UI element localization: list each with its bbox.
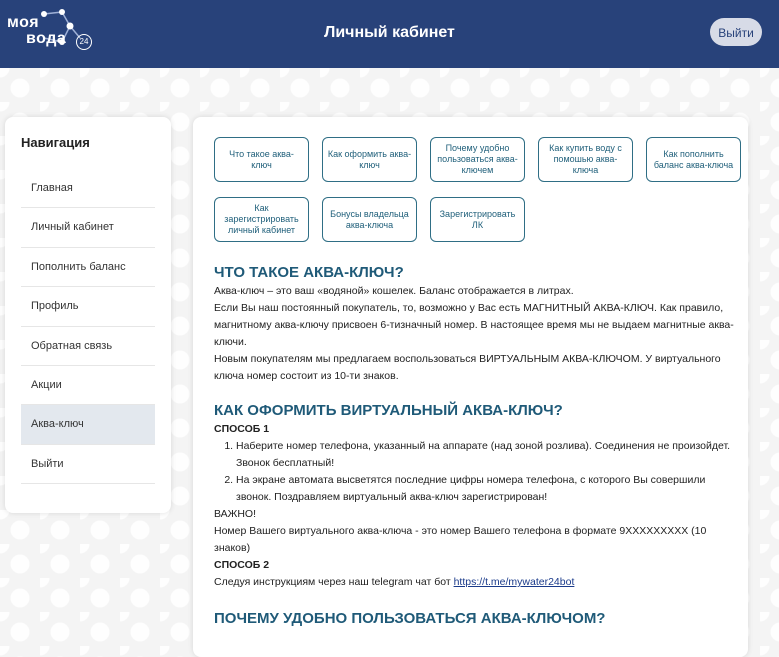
- method-2-label: СПОСОБ 2: [214, 559, 270, 571]
- step-1: 1. Наберите номер телефона, указанный на аппарате (над зоной розлива). Соединения не произойдет. Звонок бесплатный!: [236, 438, 739, 472]
- navigation-sidebar: [5, 117, 171, 513]
- logo-number-badge: 24: [76, 34, 92, 50]
- top-header: [0, 0, 779, 68]
- method-1-label: СПОСОБ 1: [214, 423, 270, 435]
- paragraph-virtual-key: Новым покупателям мы предлагаем воспользоваться ВИРТУАЛЬНЫМ АКВА-КЛЮЧОМ. У виртуального ключа номер состоит из 10-ти знаков.: [214, 353, 721, 382]
- telegram-text: Следуя инструкциям через наш telegram чат бот: [214, 576, 454, 588]
- sidebar-item-feedback[interactable]: Обратная связь: [21, 327, 155, 366]
- logo-text-line1: моя: [7, 14, 40, 31]
- sidebar-item-promotions[interactable]: Акции: [21, 366, 155, 405]
- link-how-to-top-up[interactable]: Как пополнить баланс аква-ключа: [646, 137, 741, 182]
- important-note: Номер Вашего виртуального аква-ключа - это номер Вашего телефона в формате 9XXXXXXXXX (10 знаков): [214, 525, 707, 554]
- main-content-card: [193, 117, 748, 657]
- heading-why-convenient: ПОЧЕМУ УДОБНО ПОЛЬЗОВАТЬСЯ АКВА-КЛЮЧОМ?: [214, 610, 606, 627]
- link-how-to-get-aqua-key[interactable]: Как оформить аква-ключ: [322, 137, 417, 182]
- article-text: [214, 263, 739, 629]
- heading-what-is-aqua-key: ЧТО ТАКОЕ АКВА-КЛЮЧ?: [214, 264, 404, 281]
- link-what-is-aqua-key[interactable]: Что такое аква-ключ: [214, 137, 309, 182]
- sidebar-item-profile[interactable]: Профиль: [21, 287, 155, 326]
- important-label: ВАЖНО!: [214, 508, 257, 520]
- heading-how-to-get-key: КАК ОФОРМИТЬ ВИРТУАЛЬНЫЙ АКВА-КЛЮЧ?: [214, 402, 563, 419]
- paragraph-intro: Аква-ключ – это ваш «водяной» кошелек. Баланс отображается в литрах.: [214, 285, 574, 297]
- page-title: Личный кабинет: [324, 24, 455, 41]
- navigation-list: [21, 169, 155, 484]
- navigation-title: Навигация: [21, 135, 90, 150]
- method-1-steps: [214, 438, 739, 506]
- paragraph-magnetic-key: Если Вы наш постоянный покупатель, то, возможно у Вас есть МАГНИТНЫЙ АКВА-КЛЮЧ. Как правило, магнитному аква-ключу присвоен 6-тизначный номер. В настоящее время мы не выдаем магнитные аква-ключи.: [214, 302, 734, 348]
- sidebar-item-top-up-balance[interactable]: Пополнить баланс: [21, 248, 155, 287]
- link-how-to-buy-water[interactable]: Как купить воду с помошью аква-ключа: [538, 137, 633, 182]
- sidebar-item-home[interactable]: Главная: [21, 169, 155, 208]
- step-2: 2. На экране автомата высветятся последние цифры номера телефона, с которого Вы совершили звонок. Поздравляем виртуальный аква-ключ зарегистрирован!: [236, 472, 739, 506]
- link-owner-bonuses[interactable]: Бонусы владельца аква-ключа: [322, 197, 417, 242]
- logout-button[interactable]: Выйти: [710, 18, 762, 46]
- link-how-to-register[interactable]: Как зарегистрировать личный кабинет: [214, 197, 309, 242]
- sidebar-item-personal-account[interactable]: Личный кабинет: [21, 208, 155, 247]
- telegram-instructions: [214, 574, 739, 591]
- link-register-account[interactable]: Зарегистрировать ЛК: [430, 197, 525, 242]
- sidebar-item-logout[interactable]: Выйти: [21, 445, 155, 484]
- link-why-convenient[interactable]: Почему удобно пользоваться аква-ключем: [430, 137, 525, 182]
- logo-text-line2: вода: [26, 30, 67, 47]
- sidebar-item-aqua-key[interactable]: Аква-ключ: [21, 405, 155, 444]
- telegram-bot-link[interactable]: https://t.me/mywater24bot: [453, 576, 575, 588]
